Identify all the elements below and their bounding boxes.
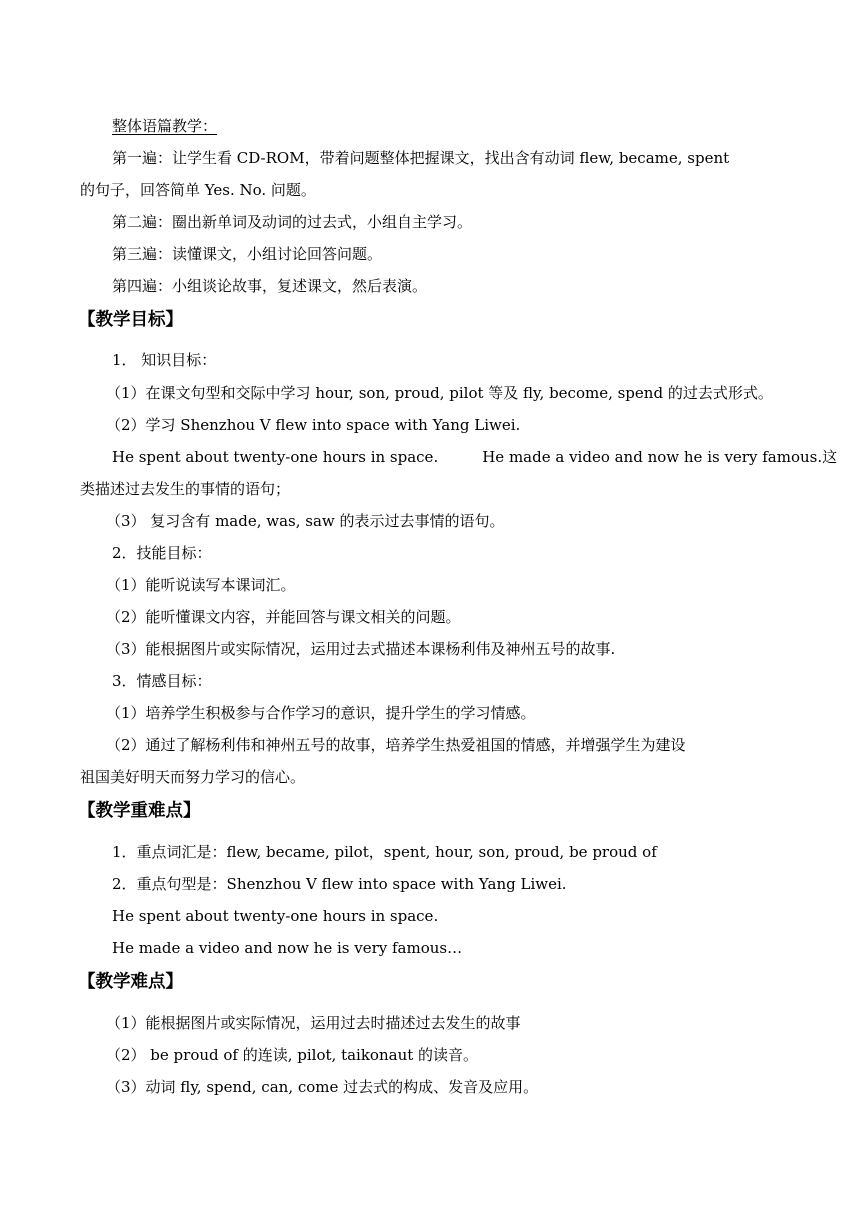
pass2: 第二遍：圈出新单词及动词的过去式，小组自主学习。 [112, 213, 473, 231]
difficult-item-1: （1）能根据图片或实际情况，运用过去时描述过去发生的故事 [106, 1014, 521, 1032]
knowledge-item-1: （1）在课文句型和交际中学习 hour, son, proud, pilot 等及 fly, become, spend 的过去式形式。 [106, 384, 773, 402]
holistic-teaching-title: 整体语篇教学： [112, 117, 218, 135]
pass4: 第四遍：小组谈论故事，复述课文，然后表演。 [112, 277, 428, 295]
pass1-line2: 的句子，回答简单 Yes. No. 问题。 [80, 181, 316, 199]
emotion-goals-title: 3．情感目标： [112, 672, 212, 690]
knowledge-item-3-line2: 类描述过去发生的事情的语句； [80, 480, 291, 498]
knowledge-goals-title: 1． 知识目标： [112, 351, 217, 369]
knowledge-item-2: （2）学习 Shenzhou V flew into space with Yang Liwei. [106, 416, 521, 434]
emotion-item-2-line2: 祖国美好明天而努力学习的信心。 [80, 768, 306, 786]
emotion-item-1: （1）培养学生积极参与合作学习的意识，提升学生的学习情感。 [106, 704, 536, 722]
example-sentence-spent: He spent about twenty-one hours in space. [112, 448, 439, 466]
teaching-goals-heading: 【教学目标】 [78, 310, 183, 330]
pass3: 第三遍：读懂课文，小组讨论回答问题。 [112, 245, 383, 263]
difficult-item-2: （2） be proud of 的连读, pilot, taikonaut 的读音。 [106, 1046, 479, 1064]
key-sentence-spent: He spent about twenty-one hours in space. [112, 907, 439, 925]
key-sentence-video: He made a video and now he is very famous… [112, 939, 463, 957]
skill-item-1: （1）能听说读写本课词汇。 [106, 576, 296, 594]
difficult-item-3: （3）动词 fly, spend, can, come 过去式的构成、发音及应用。 [106, 1078, 539, 1096]
pass1-line1: 第一遍：让学生看 CD-ROM，带着问题整体把握课文，找出含有动词 flew, became, spent [112, 149, 730, 167]
skill-goals-title: 2．技能目标： [112, 544, 212, 562]
key-vocabulary: 1．重点词汇是：flew, became, pilot，spent, hour, son, proud, be proud of [112, 843, 657, 861]
knowledge-item-3-line1 [112, 447, 838, 467]
emotion-item-2-line1: （2）通过了解杨利伟和神州五号的故事，培养学生热爱祖国的情感，并增强学生为建设 [106, 736, 686, 754]
difficult-points-heading: 【教学难点】 [78, 972, 183, 992]
skill-item-3: （3）能根据图片或实际情况，运用过去式描述本课杨利伟及神州五号的故事. [106, 640, 616, 658]
key-points-heading: 【教学重难点】 [78, 801, 201, 821]
knowledge-item-4: （3） 复习含有 made, was, saw 的表示过去事情的语句。 [106, 512, 505, 530]
skill-item-2: （2）能听懂课文内容，并能回答与课文相关的问题。 [106, 608, 461, 626]
key-sentence-pattern: 2．重点句型是：Shenzhou V flew into space with Yang Liwei. [112, 875, 567, 893]
example-sentence-video: He made a video and now he is very famous.这 [482, 448, 838, 466]
